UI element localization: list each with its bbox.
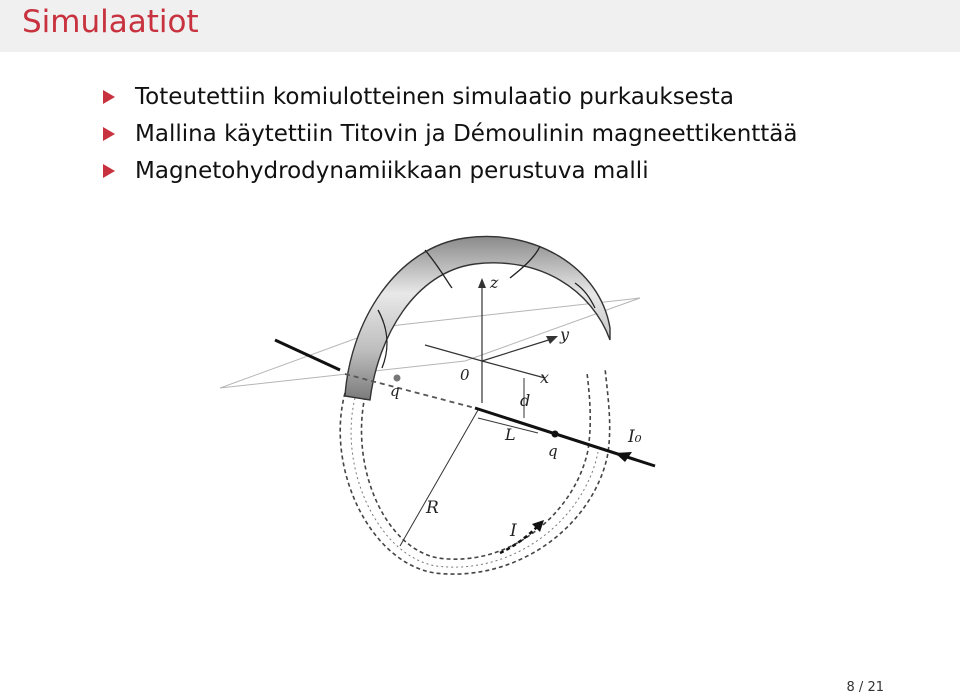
label-d: d bbox=[520, 391, 531, 410]
label-q-left: q bbox=[390, 382, 400, 400]
label-origin: 0 bbox=[460, 366, 470, 384]
slide-title: Simulaatiot bbox=[22, 4, 199, 40]
triangle-bullet-icon bbox=[103, 127, 115, 141]
bullet-text: Mallina käytettiin Titovin ja Démoulinin magneettikenttää bbox=[135, 121, 798, 147]
triangle-bullet-icon bbox=[103, 164, 115, 178]
axis-neg bbox=[425, 345, 482, 361]
page-number: 8 / 21 bbox=[846, 680, 884, 695]
torus-lower-outer bbox=[340, 368, 609, 574]
x-axis bbox=[482, 361, 545, 378]
torus-lower-mid bbox=[351, 398, 598, 567]
label-R: R bbox=[426, 498, 439, 518]
current-wire bbox=[275, 340, 340, 370]
label-y: y bbox=[560, 325, 570, 344]
triangle-bullet-icon bbox=[103, 90, 115, 104]
label-I: I bbox=[510, 521, 517, 541]
label-x: x bbox=[540, 368, 550, 387]
torus-upper-tube bbox=[345, 236, 610, 400]
bullet-text: Toteutettiin komiulotteinen simulaatio purkauksesta bbox=[135, 84, 734, 110]
bullet-text: Magnetohydrodynamiikkaan perustuva malli bbox=[135, 158, 649, 184]
I-current-arrow bbox=[500, 526, 538, 553]
label-L: L bbox=[505, 425, 516, 444]
torus-lower-inner bbox=[362, 373, 591, 559]
flux-rope-svg bbox=[220, 228, 660, 608]
label-I0: I₀ bbox=[628, 427, 642, 447]
R-radius bbox=[400, 410, 478, 546]
label-q-right: q bbox=[548, 442, 558, 460]
z-axis-arrow-icon bbox=[478, 278, 486, 288]
title-bar bbox=[0, 0, 960, 52]
flux-rope-diagram bbox=[220, 228, 660, 608]
charge-point-right bbox=[552, 431, 559, 438]
charge-point-left bbox=[394, 375, 401, 382]
label-z: z bbox=[490, 273, 499, 292]
I-current-arrow-icon bbox=[532, 520, 544, 532]
